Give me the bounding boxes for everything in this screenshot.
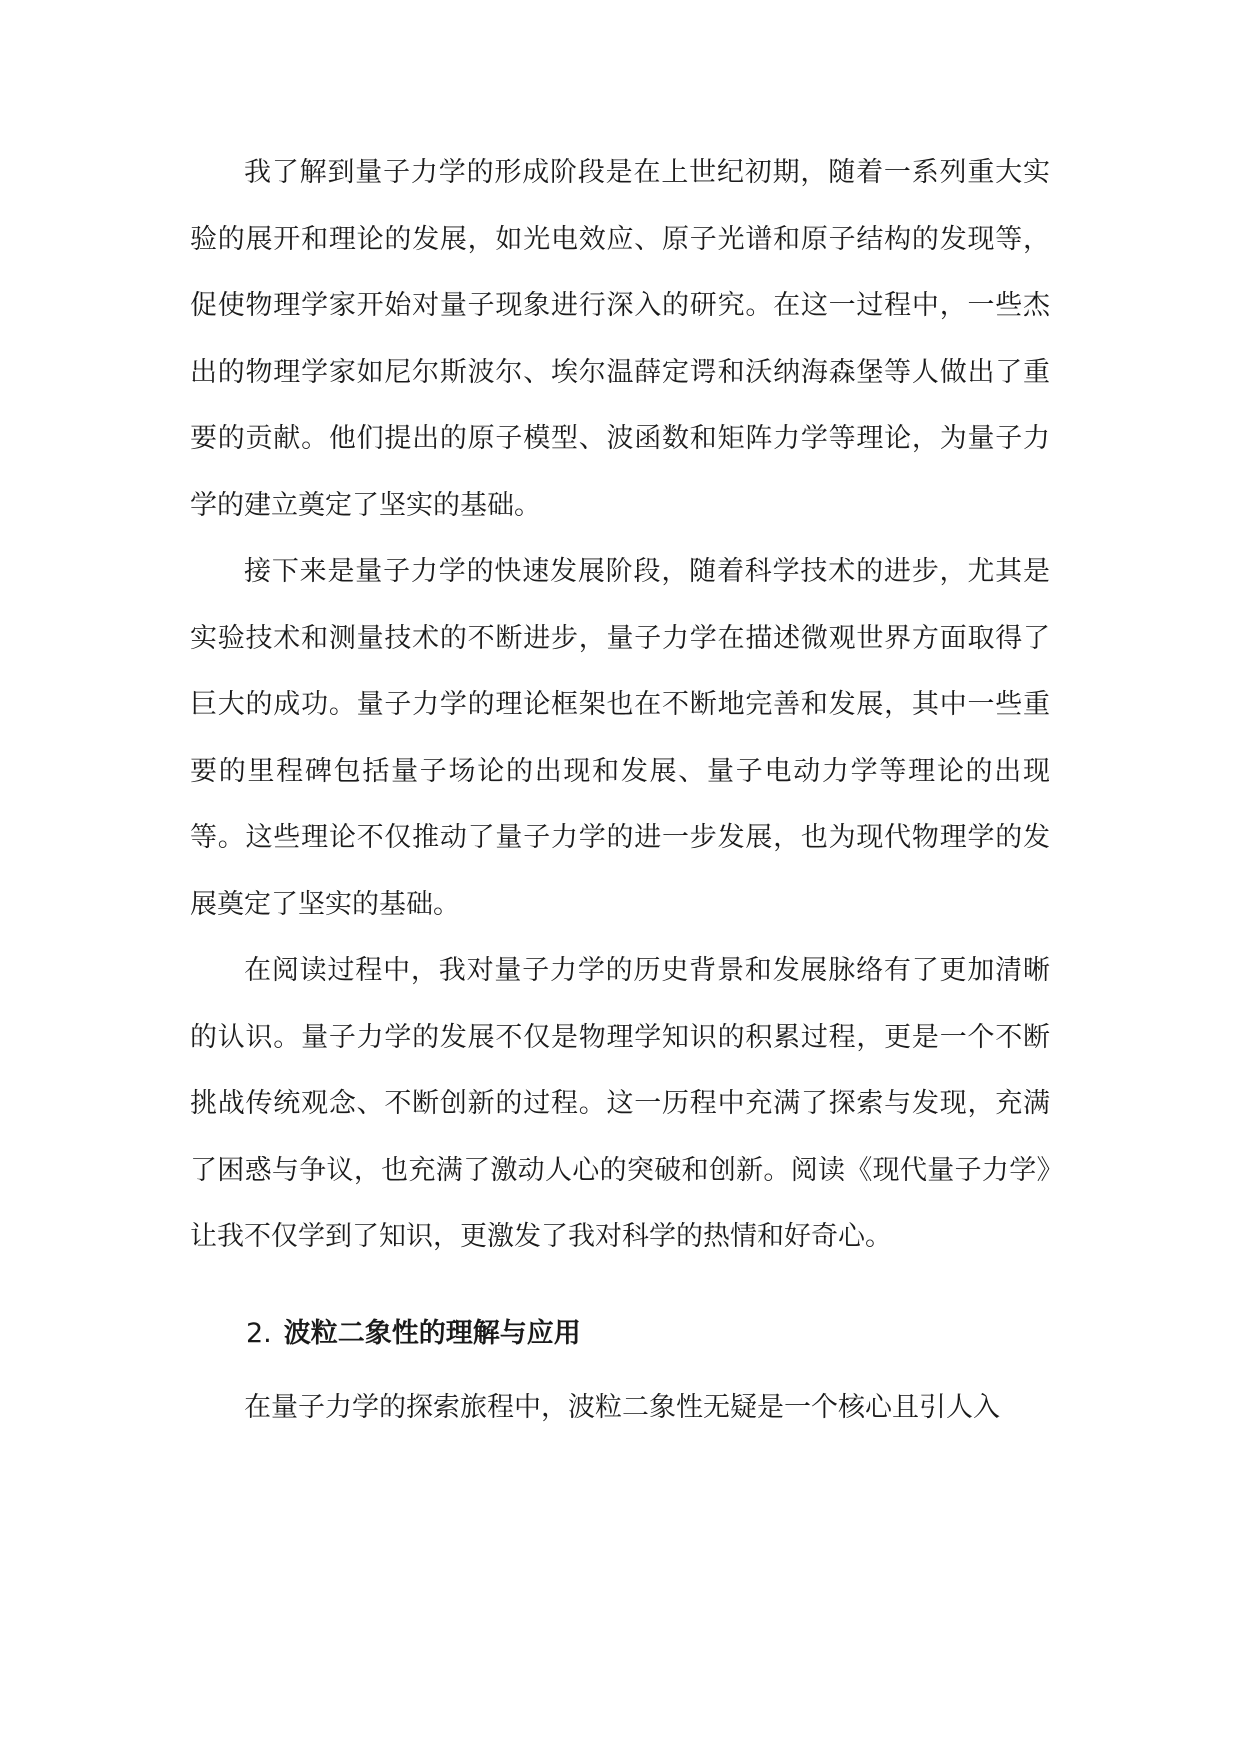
paragraph-reading-reflection: 在阅读过程中，我对量子力学的历史背景和发展脉络有了更加清晰的认识。量子力学的发展不仅是物理学知识的积累过程，更是一个不断挑战传统观念、不断创新的过程。这一历程中充满了探索与发现，充满了困惑与争议，也充满了激动人心的突破和创新。阅读《现代量子力学》让我不仅学到了知识，更激发了我对科学的热情和好奇心。 bbox=[190, 955, 1050, 1252]
document-body bbox=[190, 140, 1050, 1442]
paragraph-formation-stage: 我了解到量子力学的形成阶段是在上世纪初期，随着一系列重大实验的展开和理论的发展，如光电效应、原子光谱和原子结构的发现等，促使物理学家开始对量子现象进行深入的研究。在这一过程中，一些杰出的物理学家如尼尔斯波尔、埃尔温薛定谔和沃纳海森堡等人做出了重要的贡献。他们提出的原子模型、波函数和矩阵力学等理论，为量子力学的建立奠定了坚实的基础。 bbox=[190, 157, 1050, 521]
section-number: 2. bbox=[246, 1317, 272, 1349]
section-heading bbox=[190, 1301, 1050, 1368]
paragraph-rapid-development: 接下来是量子力学的快速发展阶段，随着科学技术的进步，尤其是实验技术和测量技术的不断进步，量子力学在描述微观世界方面取得了巨大的成功。量子力学的理论框架也在不断地完善和发展，其中一些重要的里程碑包括量子场论的出现和发展、量子电动力学等理论的出现等。这些理论不仅推动了量子力学的进一步发展，也为现代物理学的发展奠定了坚实的基础。 bbox=[190, 556, 1050, 920]
paragraph-wave-particle-intro: 在量子力学的探索旅程中，波粒二象性无疑是一个核心且引人入 bbox=[244, 1392, 1000, 1423]
section-title: 波粒二象性的理解与应用 bbox=[283, 1317, 581, 1349]
